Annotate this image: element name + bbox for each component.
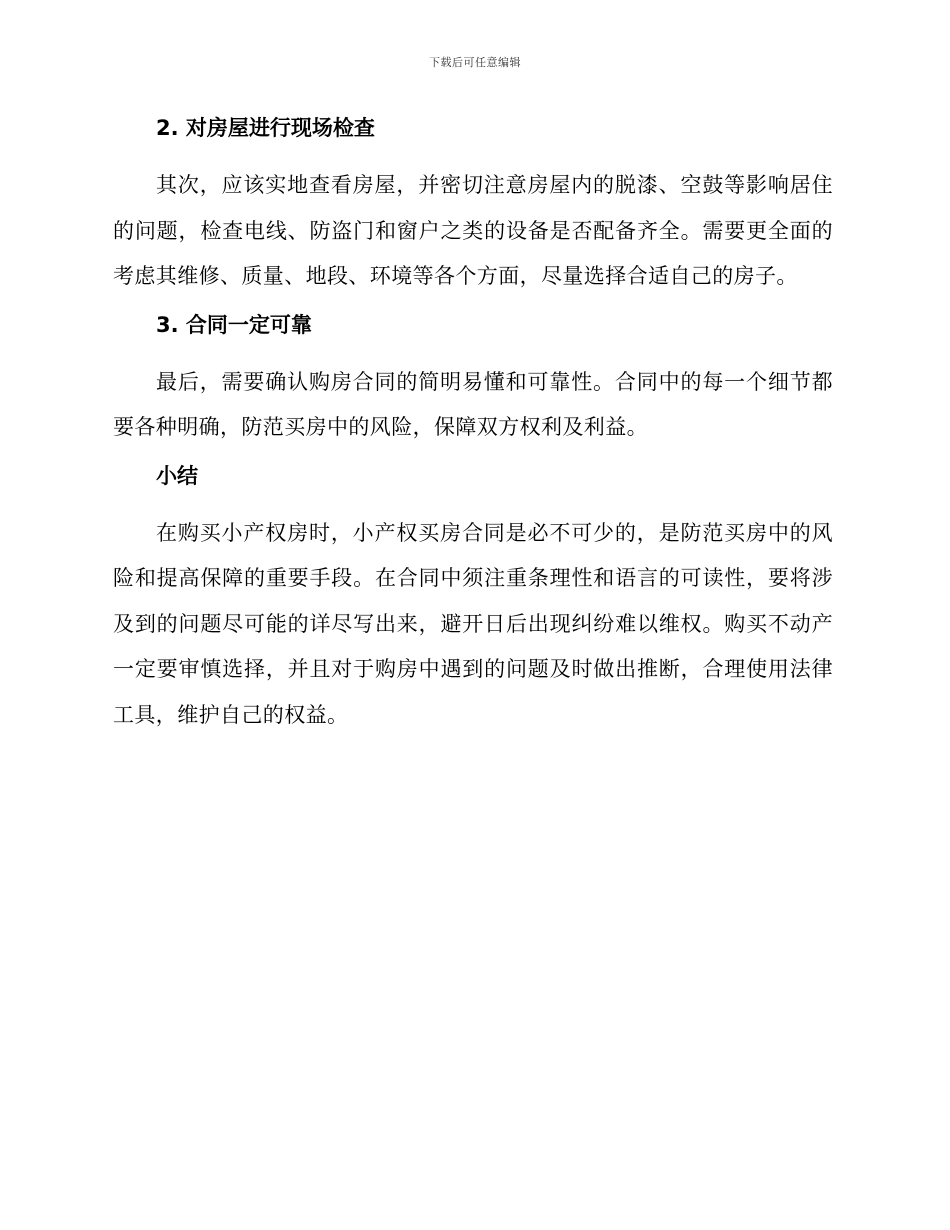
header-note: 下载后可任意编辑 [429,56,521,69]
section-paragraph-site-inspection: 其次，应该实地查看房屋，并密切注意房屋内的脱漆、空鼓等影响居住的问题，检查电线、防盗门和窗户之类的设备是否配备齐全。需要更全面的考虑其维修、质量、地段、环境等各个方面，尽量选择合适自己的房子。 [113,173,833,288]
section-paragraph-contract-reliable: 最后，需要确认购房合同的简明易懂和可靠性。合同中的每一个细节都要各种明确，防范买房中的风险，保障双方权利及利益。 [113,369,833,439]
section-paragraph-summary: 在购买小产权房时，小产权买房合同是必不可少的，是防范买房中的风险和提高保障的重要手段。在合同中须注重条理性和语言的可读性，要将涉及到的问题尽可能的详尽写出来，避开日后出现纠纷难以维权。购买不动产一定要审慎选择，并且对于购房中遇到的问题及时做出推断，合理使用法律工具，维护自己的权益。 [113,520,833,727]
document-body [113,111,833,738]
section-heading-site-inspection: 2. 对房屋进行现场检查 [156,116,375,140]
section-heading-contract-reliable: 3. 合同一定可靠 [156,312,312,337]
section-heading-summary: 小结 [156,463,198,488]
